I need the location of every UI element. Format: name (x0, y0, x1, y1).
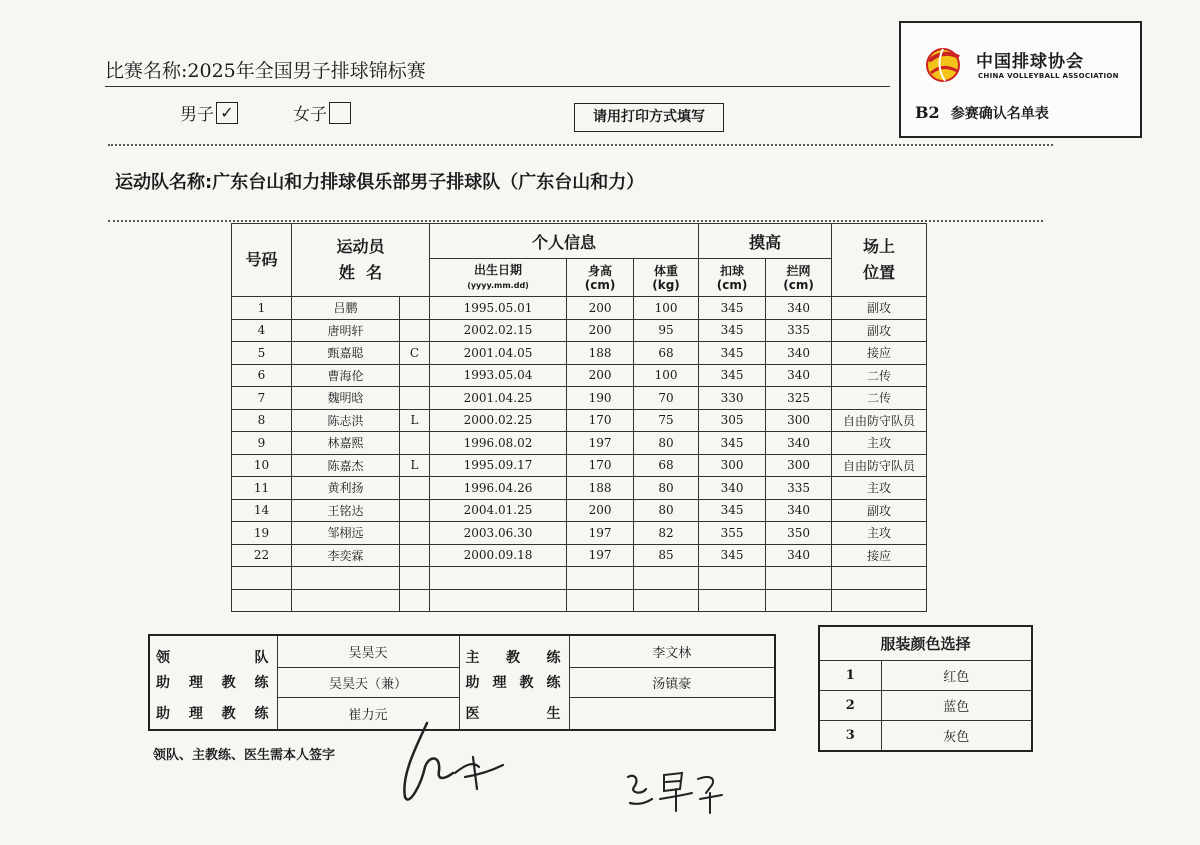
header-height-unit: (cm) (584, 277, 616, 292)
header-weight-label: 体重 (654, 263, 679, 278)
cell-block-reach[interactable]: 340 (766, 544, 832, 567)
cell-number[interactable]: 10 (232, 454, 292, 477)
cell-name[interactable]: 甄嘉聪 (292, 342, 400, 365)
uniform-option-number: 3 (819, 720, 881, 751)
print-note: 请用打印方式填写 (574, 103, 724, 132)
match-title (105, 56, 426, 83)
header-position-line2: 位置 (863, 263, 896, 282)
table-row (232, 342, 927, 365)
cell-block-reach[interactable]: 340 (766, 364, 832, 387)
volleyball-logo-icon (921, 45, 967, 85)
asst-coach-1-label: 助理教练 (156, 675, 271, 692)
uniform-option-number: 1 (819, 661, 881, 691)
header-spike-unit: (cm) (716, 277, 748, 292)
form-code-id: B2 (915, 103, 940, 122)
cell-birth-date[interactable]: 2000.02.25 (430, 409, 567, 432)
cell-block-reach[interactable]: 340 (766, 297, 832, 320)
cell-number[interactable]: 1 (232, 297, 292, 320)
header-number: 号码 (232, 224, 292, 297)
uniform-option-number: 2 (819, 690, 881, 720)
cell-block-reach[interactable]: 335 (766, 319, 832, 342)
cell-number[interactable]: 22 (232, 544, 292, 567)
divider (108, 220, 1043, 222)
cell-role[interactable] (400, 567, 430, 590)
cell-weight[interactable]: 82 (634, 522, 699, 545)
cell-role[interactable] (400, 589, 430, 612)
form-code (915, 103, 1049, 123)
table-row (232, 409, 927, 432)
header-birth (430, 259, 567, 297)
header-athlete-line2: 姓 名 (338, 263, 383, 282)
cell-number[interactable]: 19 (232, 522, 292, 545)
cell-role[interactable] (400, 387, 430, 410)
cell-weight[interactable] (634, 589, 699, 612)
uniform-color-table (818, 625, 1033, 752)
cell-number[interactable]: 11 (232, 477, 292, 500)
cell-height[interactable]: 190 (567, 387, 634, 410)
match-name: 2025年全国男子排球锦标赛 (187, 60, 426, 82)
cell-height[interactable]: 170 (567, 454, 634, 477)
head-coach-label: 主教练 (465, 650, 563, 667)
uniform-option-color[interactable]: 蓝色 (881, 690, 1032, 720)
cell-name[interactable]: 邹栩远 (292, 522, 400, 545)
male-label: 男子 (180, 105, 214, 125)
cell-spike-reach[interactable]: 300 (699, 454, 766, 477)
team-name (115, 168, 644, 194)
cell-number[interactable]: 5 (232, 342, 292, 365)
cell-birth-date[interactable]: 2002.02.15 (430, 319, 567, 342)
table-row (232, 387, 927, 410)
cell-weight[interactable]: 80 (634, 477, 699, 500)
table-row (232, 319, 927, 342)
cell-spike-reach[interactable]: 345 (699, 364, 766, 387)
cell-position[interactable]: 自由防守队员 (832, 454, 927, 477)
cell-number[interactable]: 7 (232, 387, 292, 410)
signature-note: 领队、主教练、医生需本人签字 (153, 748, 336, 763)
cell-number[interactable] (232, 567, 292, 590)
cell-position[interactable]: 二传 (832, 387, 927, 410)
cell-spike-reach[interactable]: 305 (699, 409, 766, 432)
asst-coach-2-value[interactable]: 汤镇豪 (569, 667, 775, 698)
cell-spike-reach[interactable] (699, 589, 766, 612)
cell-birth-date[interactable]: 1995.05.01 (430, 297, 567, 320)
cell-spike-reach[interactable]: 340 (699, 477, 766, 500)
female-option[interactable] (293, 100, 351, 125)
cell-block-reach[interactable]: 335 (766, 477, 832, 500)
cell-name[interactable] (292, 567, 400, 590)
header-position (832, 224, 927, 297)
cell-position[interactable]: 二传 (832, 364, 927, 387)
cell-height[interactable] (567, 567, 634, 590)
cell-spike-reach[interactable]: 330 (699, 387, 766, 410)
cell-height[interactable]: 197 (567, 544, 634, 567)
cell-weight[interactable]: 80 (634, 432, 699, 455)
cell-role[interactable]: L (400, 454, 430, 477)
cell-role[interactable]: L (400, 409, 430, 432)
cell-birth-date[interactable]: 1995.09.17 (430, 454, 567, 477)
header-weight (634, 259, 699, 297)
cell-block-reach[interactable]: 350 (766, 522, 832, 545)
cell-position[interactable]: 自由防守队员 (832, 409, 927, 432)
cell-height[interactable]: 188 (567, 477, 634, 500)
cell-weight[interactable]: 95 (634, 319, 699, 342)
cell-weight[interactable]: 68 (634, 342, 699, 365)
header-personal: 个人信息 (430, 224, 699, 259)
match-underline (105, 86, 890, 87)
table-row (232, 454, 927, 477)
male-option[interactable] (180, 100, 238, 125)
cell-birth-date[interactable] (430, 567, 567, 590)
cell-spike-reach[interactable]: 345 (699, 297, 766, 320)
cell-name[interactable]: 王铭达 (292, 499, 400, 522)
table-row (232, 567, 927, 590)
header-height (567, 259, 634, 297)
female-checkbox[interactable] (329, 102, 351, 124)
cell-spike-reach[interactable]: 355 (699, 522, 766, 545)
team-name-value: 广东台山和力排球俱乐部男子排球队（广东台山和力） (212, 172, 645, 193)
table-row (232, 499, 927, 522)
header-athlete (292, 224, 430, 297)
cell-role[interactable] (400, 364, 430, 387)
table-row (232, 522, 927, 545)
cell-weight[interactable]: 100 (634, 297, 699, 320)
cell-block-reach[interactable]: 300 (766, 409, 832, 432)
cell-position[interactable]: 接应 (832, 342, 927, 365)
cell-birth-date[interactable]: 1996.04.26 (430, 477, 567, 500)
cell-role[interactable] (400, 432, 430, 455)
cell-position[interactable]: 副攻 (832, 297, 927, 320)
cell-position[interactable]: 主攻 (832, 432, 927, 455)
uniform-title: 服装颜色选择 (819, 626, 1032, 661)
cell-spike-reach[interactable]: 345 (699, 342, 766, 365)
header-block-label: 拦网 (786, 263, 811, 278)
cell-birth-date[interactable]: 2001.04.25 (430, 387, 567, 410)
cell-height[interactable]: 200 (567, 499, 634, 522)
cell-height[interactable] (567, 589, 634, 612)
cell-height[interactable]: 200 (567, 319, 634, 342)
cell-weight[interactable]: 85 (634, 544, 699, 567)
cell-position[interactable]: 接应 (832, 544, 927, 567)
asst-coach-3-label: 助理教练 (156, 706, 271, 723)
cell-spike-reach[interactable]: 345 (699, 319, 766, 342)
cell-weight[interactable] (634, 567, 699, 590)
cell-name[interactable]: 魏明晗 (292, 387, 400, 410)
table-row (232, 477, 927, 500)
cell-birth-date[interactable]: 1993.05.04 (430, 364, 567, 387)
table-row (232, 432, 927, 455)
cell-number[interactable]: 8 (232, 409, 292, 432)
cell-spike-reach[interactable] (699, 567, 766, 590)
table-row (232, 544, 927, 567)
cell-name[interactable]: 陈志洪 (292, 409, 400, 432)
cell-name[interactable]: 吕鹏 (292, 297, 400, 320)
cell-position[interactable]: 副攻 (832, 319, 927, 342)
cell-birth-date[interactable]: 2000.09.18 (430, 544, 567, 567)
cell-weight[interactable]: 68 (634, 454, 699, 477)
signature-mark (620, 765, 730, 820)
cell-position[interactable] (832, 567, 927, 590)
cell-height[interactable]: 200 (567, 364, 634, 387)
female-label: 女子 (293, 105, 327, 125)
header-height-label: 身高 (588, 263, 613, 278)
cell-position[interactable]: 主攻 (832, 522, 927, 545)
cell-birth-date[interactable] (430, 589, 567, 612)
cell-name[interactable]: 唐明轩 (292, 319, 400, 342)
asst-coach-2-label: 助理教练 (465, 675, 563, 692)
male-checkbox[interactable]: ✓ (216, 102, 238, 124)
header-birth-format: (yyyy.mm.dd) (467, 280, 529, 290)
cell-position[interactable]: 副攻 (832, 499, 927, 522)
cell-number[interactable]: 9 (232, 432, 292, 455)
cell-height[interactable]: 197 (567, 432, 634, 455)
cell-height[interactable]: 170 (567, 409, 634, 432)
cell-block-reach[interactable] (766, 589, 832, 612)
cell-height[interactable]: 200 (567, 297, 634, 320)
cell-name[interactable]: 李奕霖 (292, 544, 400, 567)
doctor-label: 医生 (465, 706, 563, 723)
uniform-option-color[interactable]: 红色 (881, 661, 1032, 691)
cell-weight[interactable]: 80 (634, 499, 699, 522)
cell-block-reach[interactable]: 325 (766, 387, 832, 410)
table-row (232, 589, 927, 612)
cell-name[interactable] (292, 589, 400, 612)
logo-chinese-name: 中国排球协会 (976, 52, 1084, 72)
cell-birth-date[interactable]: 2003.06.30 (430, 522, 567, 545)
header-reach: 摸高 (699, 224, 832, 259)
header-position-line1: 场上 (863, 237, 896, 256)
cell-birth-date[interactable]: 2001.04.05 (430, 342, 567, 365)
cell-number[interactable]: 14 (232, 499, 292, 522)
cell-role[interactable]: C (400, 342, 430, 365)
cell-spike-reach[interactable]: 345 (699, 432, 766, 455)
cell-role[interactable] (400, 477, 430, 500)
cell-weight[interactable]: 70 (634, 387, 699, 410)
asst-coach-1-value[interactable]: 吴昊天（兼） (277, 667, 459, 698)
match-label: 比赛名称: (105, 60, 188, 82)
leader-value[interactable]: 吴昊天 (277, 635, 459, 667)
cell-name[interactable]: 陈嘉杰 (292, 454, 400, 477)
cell-name[interactable]: 林嘉熙 (292, 432, 400, 455)
cell-role[interactable] (400, 297, 430, 320)
roster-table (231, 223, 927, 612)
cell-number[interactable] (232, 589, 292, 612)
cell-number[interactable]: 4 (232, 319, 292, 342)
cell-role[interactable] (400, 544, 430, 567)
signature-mark (395, 715, 525, 810)
header-block (766, 259, 832, 297)
cell-spike-reach[interactable]: 345 (699, 544, 766, 567)
cell-role[interactable] (400, 522, 430, 545)
cell-birth-date[interactable]: 1996.08.02 (430, 432, 567, 455)
cell-block-reach[interactable]: 340 (766, 499, 832, 522)
doctor-value[interactable] (569, 698, 775, 730)
logo-box (899, 21, 1142, 138)
cell-role[interactable] (400, 319, 430, 342)
form-title: 参赛确认名单表 (950, 106, 1049, 122)
cell-position[interactable]: 主攻 (832, 477, 927, 500)
cell-weight[interactable]: 75 (634, 409, 699, 432)
header-birth-label: 出生日期 (474, 262, 523, 277)
cell-weight[interactable]: 100 (634, 364, 699, 387)
divider (108, 144, 1053, 146)
header-spike-label: 扣球 (720, 263, 745, 278)
cell-height[interactable]: 188 (567, 342, 634, 365)
cell-name[interactable]: 曹海伦 (292, 364, 400, 387)
cell-block-reach[interactable]: 340 (766, 342, 832, 365)
leader-label: 领队 (156, 650, 271, 667)
team-label: 运动队名称: (115, 172, 213, 193)
cell-role[interactable] (400, 499, 430, 522)
header-spike (699, 259, 766, 297)
asst-coach-3-value[interactable]: 崔力元 (277, 698, 459, 730)
cell-number[interactable]: 6 (232, 364, 292, 387)
cell-height[interactable]: 197 (567, 522, 634, 545)
cell-name[interactable]: 黄利扬 (292, 477, 400, 500)
head-coach-value[interactable]: 李文林 (569, 635, 775, 667)
cell-block-reach[interactable]: 300 (766, 454, 832, 477)
header-athlete-line1: 运动员 (336, 237, 385, 256)
logo-english-name: CHINA VOLLEYBALL ASSOCIATION (978, 72, 1119, 80)
table-row (232, 297, 927, 320)
uniform-option-color[interactable]: 灰色 (881, 720, 1032, 751)
header-weight-unit: (kg) (652, 277, 680, 292)
table-row (232, 364, 927, 387)
cell-block-reach[interactable]: 340 (766, 432, 832, 455)
cell-spike-reach[interactable]: 345 (699, 499, 766, 522)
cell-position[interactable] (832, 589, 927, 612)
cell-birth-date[interactable]: 2004.01.25 (430, 499, 567, 522)
header-block-unit: (cm) (783, 277, 814, 292)
cell-block-reach[interactable] (766, 567, 832, 590)
